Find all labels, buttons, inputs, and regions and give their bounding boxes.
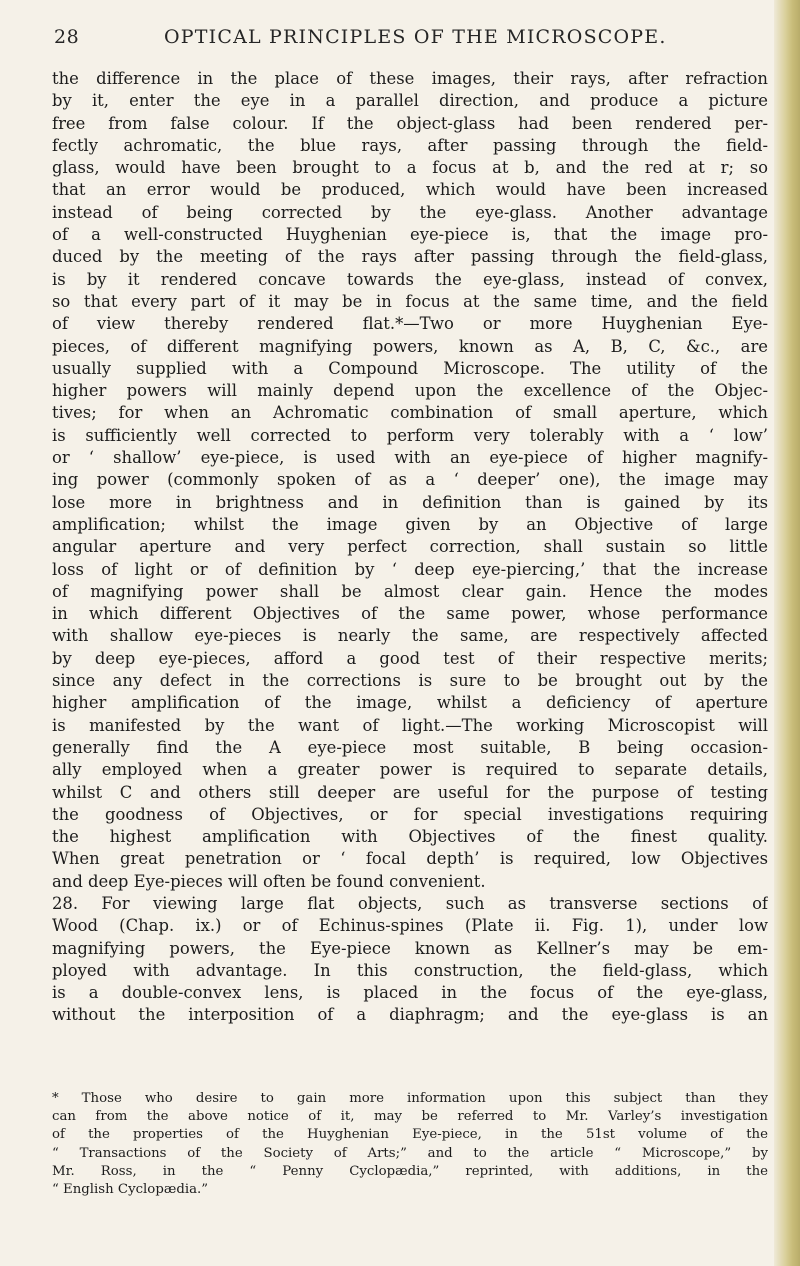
- body-line: and deep Eye-pieces will often be found convenient.: [52, 871, 486, 891]
- body-line: of magnifying power shall be almost clear gain. Hence the modes: [52, 581, 768, 601]
- body-line: or ‘ shallow’ eye-piece, is used with an eye-piece of higher magnify-: [52, 448, 768, 468]
- body-line: instead of being corrected by the eye-glass. Another advantage: [52, 202, 768, 222]
- running-title: OPTICAL PRINCIPLES OF THE MICROSCOPE.: [164, 26, 667, 48]
- body-line: tives; for when an Achromatic combination of small aperture, which: [52, 403, 768, 423]
- body-line: in which different Objectives of the same power, whose performance: [52, 604, 768, 624]
- body-line: amplification; whilst the image given by an Objective of large: [52, 514, 768, 534]
- body-line: is sufficiently well corrected to perform very tolerably with a ‘ low’: [52, 425, 768, 445]
- body-line: higher amplification of the image, whilst a deficiency of aperture: [52, 693, 768, 713]
- footnote-line: “ Transactions of the Society of Arts;” and to the article “ Microscope,” by: [52, 1145, 768, 1161]
- body-line: by it, enter the eye in a parallel direction, and produce a picture: [52, 91, 768, 111]
- body-line: since any defect in the corrections is sure to be brought out by the: [52, 671, 768, 691]
- body-line: lose more in brightness and in definition than is gained by its: [52, 492, 768, 512]
- body-line: magnifying powers, the Eye-piece known as Kellner’s may be em-: [52, 938, 768, 958]
- footnote-line: can from the above notice of it, may be referred to Mr. Varley’s investigation: [52, 1109, 768, 1125]
- body-line: glass, would have been brought to a focus at b, and the red at r; so: [52, 158, 768, 178]
- body-line: is a double-convex lens, is placed in the focus of the eye-glass,: [52, 983, 768, 1003]
- body-line: Wood (Chap. ix.) or of Echinus-spines (Plate ii. Fig. 1), under low: [52, 916, 768, 936]
- footnote-line: * Those who desire to gain more information upon this subject than they: [52, 1091, 768, 1106]
- body-line: by deep eye-pieces, afford a good test of their respective merits;: [52, 648, 768, 668]
- body-line: angular aperture and very perfect correction, shall sustain so little: [52, 537, 768, 557]
- body-line: loss of light or of definition by ‘ deep eye-piercing,’ that the increase: [52, 559, 768, 579]
- body-line: the goodness of Objectives, or for special investigations requiring: [52, 804, 768, 824]
- body-line: of a well-constructed Huyghenian eye-piece is, that the image pro-: [52, 225, 768, 245]
- footnote: [52, 1090, 768, 1240]
- body-line: free from false colour. If the object-glass had been rendered per-: [52, 113, 768, 133]
- body-line: whilst C and others still deeper are useful for the purpose of testing: [52, 782, 768, 802]
- body-line: usually supplied with a Compound Microscope. The utility of the: [52, 358, 768, 378]
- body-line: is manifested by the want of light.—The working Microscopist will: [52, 715, 768, 735]
- body-line: with shallow eye-pieces is nearly the same, are respectively affected: [52, 626, 768, 646]
- body-line: that an error would be produced, which would have been increased: [52, 180, 768, 200]
- body-line: fectly achromatic, the blue rays, after passing through the field-: [52, 135, 768, 155]
- footnote-line: Mr. Ross, in the “ Penny Cyclopædia,” reprinted, with additions, in the: [52, 1163, 768, 1179]
- body-line: When great penetration or ‘ focal depth’ is required, low Objectives: [52, 849, 768, 869]
- body-line: the difference in the place of these images, their rays, after refraction: [52, 69, 768, 88]
- body-line: the highest amplification with Objectives of the finest quality.: [52, 827, 768, 847]
- body-line: so that every part of it may be in focus at the same time, and the field: [52, 291, 768, 311]
- body-line: 28. For viewing large flat objects, such as transverse sections of: [52, 893, 768, 913]
- body-line: higher powers will mainly depend upon the excellence of the Objec-: [52, 381, 768, 401]
- body-line: of view thereby rendered flat.*—Two or more Huyghenian Eye-: [52, 314, 768, 334]
- body-line: ally employed when a greater power is required to separate details,: [52, 760, 768, 780]
- body-line: ployed with advantage. In this construction, the field-glass, which: [52, 960, 768, 980]
- footnote-line: of the properties of the Huyghenian Eye-piece, in the 51st volume of the: [52, 1127, 768, 1143]
- page-number: 28: [54, 26, 80, 48]
- body-line: without the interposition of a diaphragm; and the eye-glass is an: [52, 1005, 768, 1025]
- running-header: [54, 26, 770, 56]
- body-line: is by it rendered concave towards the eye-glass, instead of convex,: [52, 269, 768, 289]
- footnote-line: “ English Cyclopædia.”: [52, 1181, 209, 1197]
- body-text: [52, 68, 768, 1088]
- body-line: ing power (commonly spoken of as a ‘ deeper’ one), the image may: [52, 470, 768, 490]
- body-line: pieces, of different magnifying powers, known as A, B, C, &c., are: [52, 336, 768, 356]
- body-line: duced by the meeting of the rays after passing through the field-glass,: [52, 247, 768, 267]
- page-spine-edge: [774, 0, 800, 1266]
- body-line: generally find the A eye-piece most suitable, B being occasion-: [52, 737, 768, 757]
